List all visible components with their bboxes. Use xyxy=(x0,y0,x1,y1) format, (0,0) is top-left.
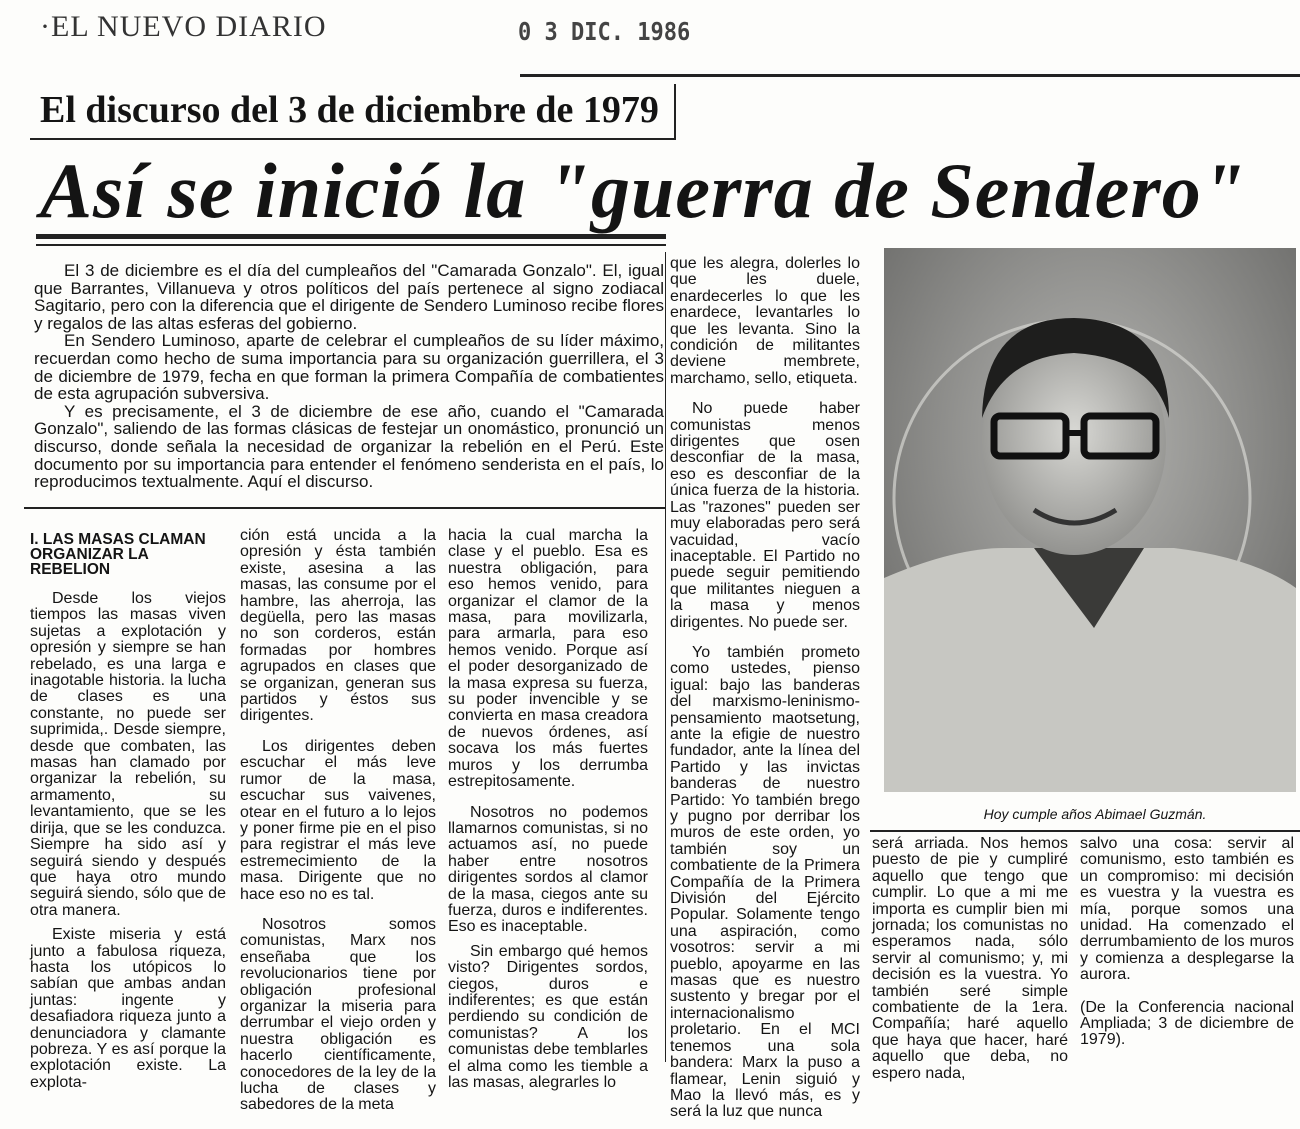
text-column-6 xyxy=(1080,836,1294,1057)
body-paragraph: ción está uncida a la opresión y ésta también existe, asesina a las masas, las consume por el hambre, las aherroja, las degüella, pero las masas no son corderos, están formadas por hombres agrupados en clases que se organizan, generan sus partidos y éstos sus dirigentes. xyxy=(240,527,436,725)
body-paragraph: Yo también prometo como ustedes, pienso igual: bajo las banderas del marxismo-leninismo-pensamiento maotsetung, ante la efigie de nuestro fundador, ante la línea del Partido y las invictas banderas de nuestro Partido: Yo también brego y pugno por derribar los muros de este orden, yo también soy un combatiente de la Primera Compañía de la Primera División del Ejército Popular. Solamente tengo una aspiración, como vosotros: servir a mi pueblo, apoyarme en las masas que es nuestro sustento y bregar por el internacionalismo proletario. En el MCI tenemos una sola bandera: Marx la puso a flamear, Lenin siguió y Mao la llevó más, es y será la luz que nunca xyxy=(670,643,860,1121)
headline-rule-thin xyxy=(36,244,666,246)
intro-paragraph: El 3 de diciembre es el día del cumpleaños del "Camarada Gonzalo". El, igual que Barrantes, Villanueva y otros políticos del país pertenece al signo zodiacal Sagitario, pero con la diferencia que el dirigente de Sendero Luminoso recibe flores y regalos de las altas esferas del gobierno. xyxy=(34,261,664,333)
intro-paragraph: Y es precisamente, el 3 de diciembre de ese año, cuando el "Camarada Gonzalo", saliendo de las formas clásicas de festejar un onomástico, pronunció un discurso, donde señala la necesidad de organizar la rebelión en el Perú. Este documento por su importancia para entender el fenómeno senderista en el país, lo reproducimos textualmente. Aquí el discurso. xyxy=(34,401,664,492)
text-column-1 xyxy=(30,532,226,1099)
headline-rule-thick xyxy=(36,234,666,239)
body-paragraph: será arriada. Nos hemos puesto de pie y cumpliré aquello que tengo que cumplir. Lo que a mi me importa es cumplir bien mi jornada; los comunistas no esperamos nada, sólo servir al comunismo; y, mi decisión es la vuestra. Yo también seré simple combatiente de la 1era. Compañía; haré aquello que haya que hacer, haré aquello que deba, no espero nada, xyxy=(872,835,1068,1082)
intro-divider xyxy=(24,507,666,509)
body-paragraph: que les alegra, dolerles lo que les duele, enardecerles lo que les enardece, levantarles lo que les levanta. Sino la condición de militantes deviene membrete, marchamo, sello, etiqueta. xyxy=(670,255,860,387)
article-headline: Así se inició la "guerra de Sendero" xyxy=(40,147,1246,234)
intro-paragraph: En Sendero Luminoso, aparte de celebrar el cumpleaños de su líder máximo, recuerdan como hecho de suma importancia para su organización guerrillera, el 3 de diciembre de 1979, fecha en que forman la primera Compañía de combatientes de esta agrupación subversiva. xyxy=(34,331,664,404)
body-paragraph: Los dirigentes deben escuchar el más leve rumor de la masa, escuchar sus vaivenes, otear en el futuro a lo lejos y poner firme pie en el piso para registrar el más leve estremecimiento de la masa. Dirigente que no hace eso no es tal. xyxy=(240,737,436,903)
text-column-3 xyxy=(448,528,648,1099)
closing-note: (De la Conferencia nacional Ampliada; 3 de diciembre de 1979). xyxy=(1080,998,1294,1049)
body-paragraph: Nosotros no podemos llamarnos comunistas, si no actuamos así, no puede haber entre nosotros dirigentes sordos al clamor de la masa, ciegos ante su fuerza, duros e indiferentes. Eso es inaceptable. xyxy=(448,803,648,936)
article-kicker: El discurso del 3 de diciembre de 1979 xyxy=(40,89,659,131)
kicker-rule xyxy=(30,138,676,140)
body-paragraph: Existe miseria y está junto a fabulosa riqueza, hasta los utópicos lo sabían que ambas andan juntas: ingente y desafiadora riqueza junto a denunciadora y clamante pobreza. Y es así porque la explotación existe. La explota- xyxy=(30,926,226,1091)
portrait-photo xyxy=(884,248,1296,792)
text-column-4 xyxy=(670,256,860,1129)
text-column-2 xyxy=(240,528,436,1122)
body-paragraph: Desde los viejos tiempos las masas viven sujetas a explotación y opresión y siempre se han rebelado, es una larga e inagotable historia. la lucha de clases es una constante, no puede ser suprimida,. Desde siempre, desde que combaten, las masas han clamado por organizar la rebelión, su armamento, su levantamiento, que se les dirija, que se les conduzca. Siempre ha sido así y seguirá siendo y después que haya otro mundo seguirá siendo, sólo que de otra manera. xyxy=(30,590,226,919)
newspaper-masthead: ·EL NUEVO DIARIO xyxy=(40,10,327,43)
body-paragraph: Sin embargo qué hemos visto? Dirigentes sordos, ciegos, duros e indiferentes; es que están perdiendo su condición de comunistas? A los comunistas debe temblarles el alma como les tiemble a las masas, alegrarles lo xyxy=(448,942,648,1091)
article-intro xyxy=(34,262,664,491)
portrait-photo-image xyxy=(884,248,1296,792)
caption-rule xyxy=(870,830,1300,832)
body-paragraph: salvo una cosa: servir al comunismo, esto también es un compromiso: mi decisión es vuestra y la vuestra es mía, porque somos una unidad. Ha comenzado el derrumbamiento de los muros y comienza a desplegarse la aurora. xyxy=(1080,835,1294,984)
body-paragraph: No puede haber comunistas menos dirigentes que osen desconfiar de la masa, eso es desconfiar de la única fuerza de la historia. Las "razones" pueden ser muy elaboradas pero será vacuidad, vacío inaceptable. El Partido no puede seguir pemitiendo que militantes nieguen a la masa y menos dirigentes. No puede ser. xyxy=(670,400,860,631)
masthead-rule xyxy=(520,74,1300,77)
photo-caption: Hoy cumple años Abimael Guzmán. xyxy=(983,806,1207,822)
section-heading: I. LAS MASAS CLAMAN ORGANIZAR LA REBELION xyxy=(30,531,206,578)
body-paragraph: hacia la cual marcha la clase y el pueblo. Esa es nuestra obligación, para eso hemos venido, para organizar el clamor de la masa, para movilizarla, para armarla, para eso hemos venido. Porque así el poder desorganizado de la masa expresa su fuerza, su poder invencible y se convierta en masa creadora de nuevos órdenes, así socava los más fuertes muros y los derrumba estrepitosamente. xyxy=(448,527,648,791)
kicker-side-rule xyxy=(674,84,676,140)
column-divider xyxy=(665,252,666,1062)
date-stamp: 0 3 DIC. 1986 xyxy=(518,18,691,47)
text-column-5 xyxy=(872,836,1068,1090)
body-paragraph: Nosotros somos comunistas, Marx nos enseñaba que los revolucionarios tiene por obligación profesional organizar la miseria para derrumbar el viejo orden y nuestra obligación es hacerlo científicamente, conocedores de la ley de la lucha de clases y sabedores de la meta xyxy=(240,915,436,1114)
